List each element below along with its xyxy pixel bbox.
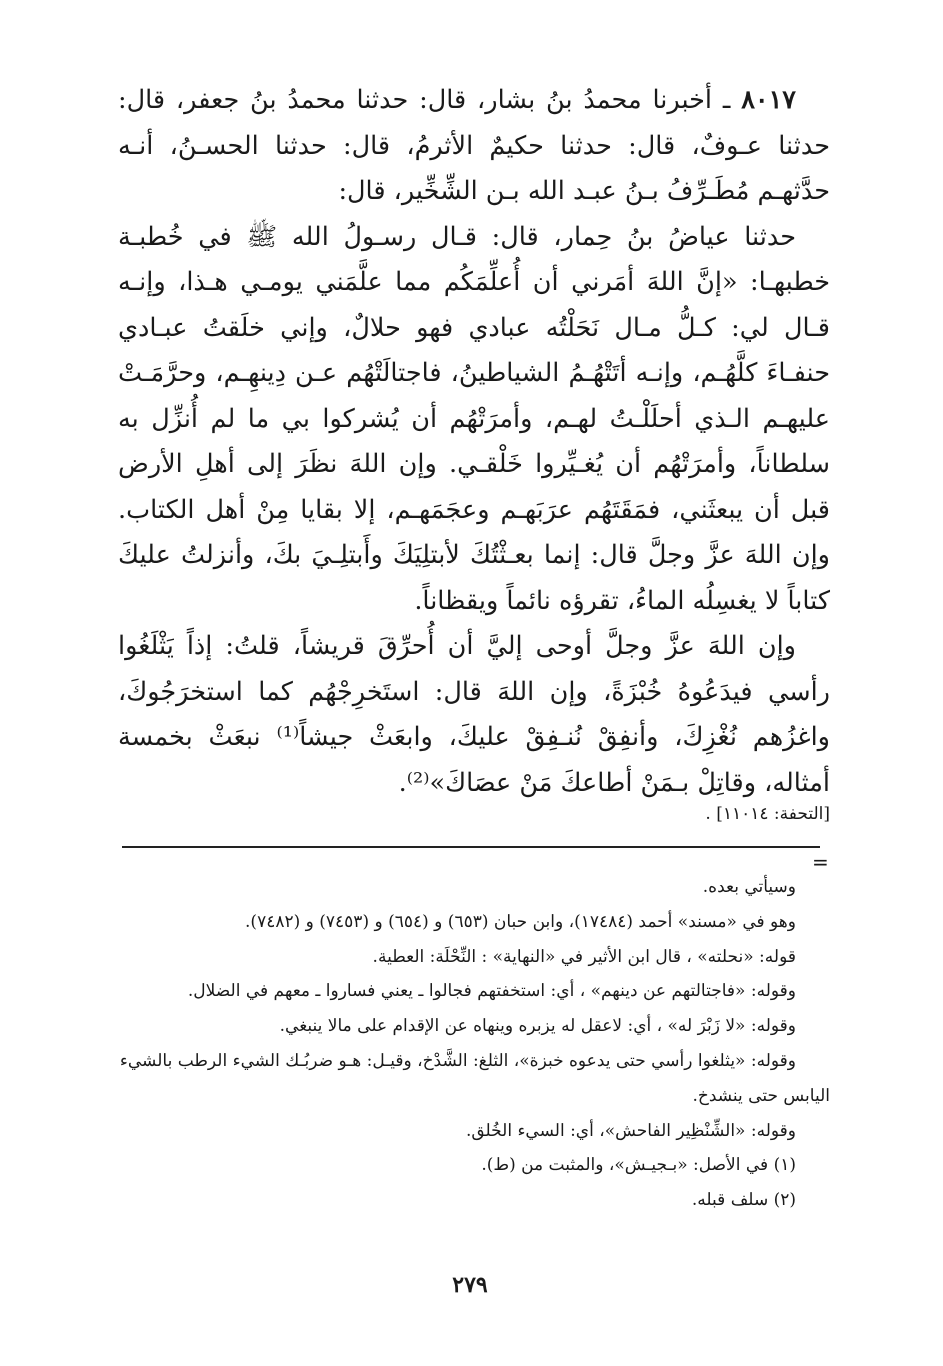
isnad-text: ـ أخبرنا محمدُ بنُ بشار، قال: حدثنا محمدُ بنُ جعفر، قال: حدثنا عـوفٌ، قال: حدثنا حكيمٌ الأثرمُ، قال: حدثنا الحسـنُ، أنـه حدَّثهـم مُطَـرِّفُ بـنُ عبـد الله بـن الشِّخِّير، قال:: [118, 85, 830, 206]
footnotes: [118, 870, 830, 1218]
footnote-line: (١) في الأصل: «بـجيـش»، والمثبت من (ط).: [481, 1155, 796, 1176]
matn-paragraph-1: حدثنا عياضُ بنُ حِمار، قال: قـال رسـولُ الله ﷺ في خُطبـة خطبهـا: «إنَّ اللهَ أمَرني أن أُعلِّمَكُم مما علَّمَني يومـي هـذا، وإنـه قـال لي: كـلُّ مـال نَحَلْتُه عبادي فهو حلالٌ، وإني خلَقتُ عبـادي حنفـاءَ كلَّهُـم، وإنـه أتَتْهُـمُ الشياطينُ، فاجتالَتْهُم عـن دِينهِـم، وحرَّمَـتْ عليهـم الـذي أحلَلْـتُ لهـم، وأمرَتْهُم أن يُشركوا بي ما لم أُنزِّل به سلطاناً، وأمرَتْهُم أن يُغـيِّروا خَلْقـي. وإن اللهَ نظَرَ إلى أهلِ الأرض قبل أن يبعثَني، فمَقَتَهُم عرَبَهـم وعجَمَهـم، إلا بقايا مِنْ أهل الكتاب. وإن اللهَ عزَّ وجلَّ قال: إنما بعـثْتُكَ لأبتلِيَكَ وأَبتلِـيَ بكَ، وأنزلتُ عليكَ كتاباً لا يغسِلُه الماءُ، تقرؤه نائماً ويقظاناً.: [118, 221, 830, 616]
footnote-line: وسيأتي بعده.: [702, 877, 796, 897]
page-number: ٢٧٩: [452, 1272, 488, 1298]
tuhfa-reference: [التحفة: ١١٠١٤] .: [705, 804, 830, 824]
hadith-number: ٨٠١٧: [741, 85, 796, 115]
footnote-line: (٢) سلف قبله.: [691, 1190, 796, 1211]
matn-paragraph-2: وإن اللهَ عزَّ وجلَّ أوحى إليَّ أن أُحرِّقَ قريشاً، قلتُ: إذاً يَثْلَغُوا رأسي فيدَعُوهُ خُبْزَةً، وإن اللهَ قال: استَخرِجْهُم كما استخرَجُوكَ، واغزُهم نُغْزِكَ، وأنفِقْ نُنـفِقْ عليكَ، وابعَثْ جيشاً⁽¹⁾ نبعَثْ بخمسة أمثاله، وقاتِلْ بـمَنْ أطاعكَ مَنْ عصَاكَ»⁽²⁾.: [118, 631, 830, 798]
footnote-line: وقوله: «الشِّنْظِير الفاحش»، أي: السيء الخُلق.: [465, 1120, 796, 1141]
footnote-line: اليابس حتى ينشدخ.: [692, 1085, 830, 1106]
isnad-paragraph: [118, 78, 830, 215]
footnote-line: وقوله: «لا زَبْرَ له» ، أي: لاعقل له يزبره وينهاه عن الإقدام على مالا ينبغي.: [279, 1016, 796, 1037]
hadith-text: [118, 78, 830, 806]
footnote-line: وقوله: «فاجتالتهم عن دينهم» ، أي: استخفتهم فجالوا ـ يعني فساروا ـ معهم في الضلال.: [187, 981, 796, 1002]
footnote-line: قوله: «نحلته» ، قال ابن الأثير في «النهاية» : النِّحْلَة: العطية.: [372, 946, 796, 967]
footnote-divider: [122, 846, 820, 848]
footnote-line: وقوله: «يثلغوا رأسي حتى يدعوه خبزة»، الثلغ: الشَّدْخ، وقيـل: هـو ضربُـك الشيء الرطب بالشيء: [119, 1050, 796, 1071]
continuation-mark: =: [812, 850, 829, 874]
footnote-line: وهو في «مسند» أحمد (١٧٤٨٤)، وابن حبان (٦٥٣) و (٦٥٤) و (٧٤٥٣) و (٧٤٨٢).: [245, 911, 796, 932]
